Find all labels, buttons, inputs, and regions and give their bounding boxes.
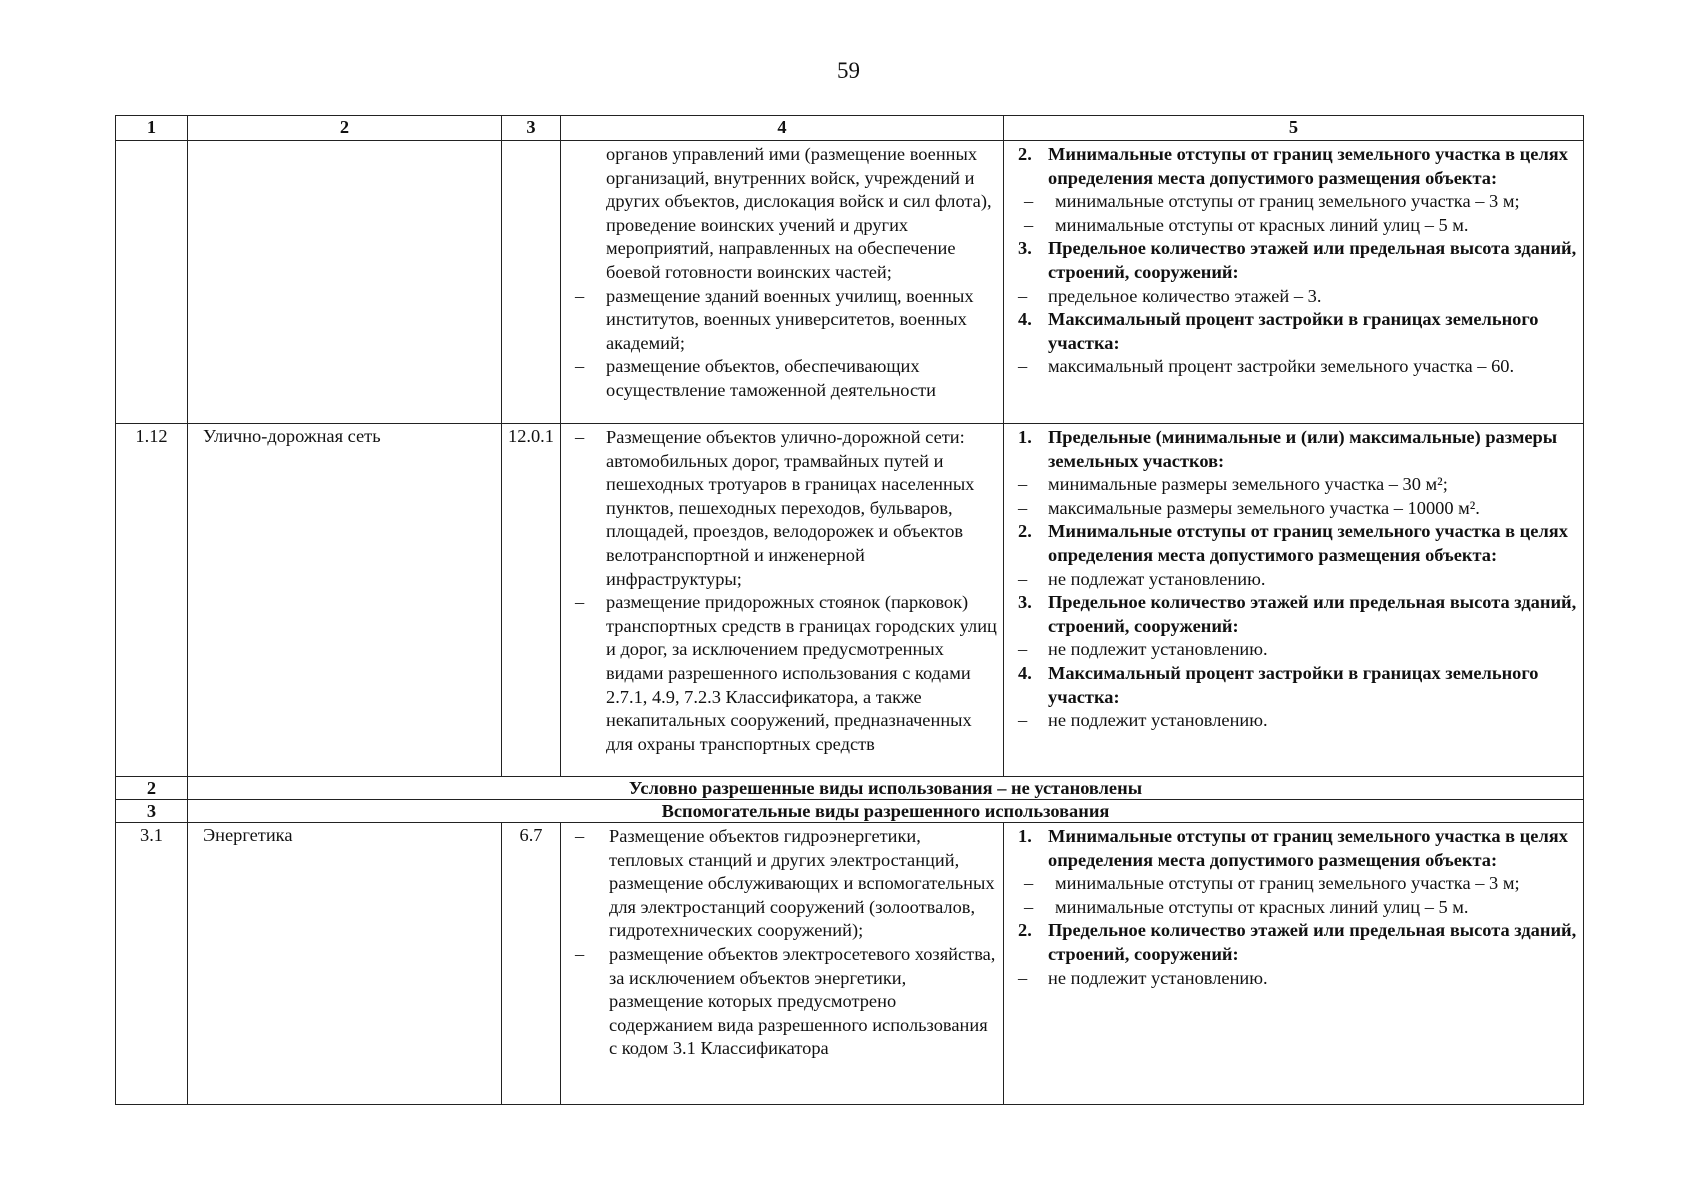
section-title: Вспомогательные виды разрешенного использования <box>188 800 1584 823</box>
parameter-value: – максимальные размеры земельного участка – 10000 м². <box>1018 497 1480 518</box>
list-item: – Размещение объектов улично-дорожной сети: автомобильных дорог, трамвайных путей и пешеходных тротуаров в границах населенных пунктов, пешеходных переходов, бульваров, площадей, проездов, велодорожек и объектов велотранспортной и инженерной инфраструктуры; <box>575 426 999 591</box>
parameter-value: – минимальные размеры земельного участка – 30 м²; <box>1018 474 1448 495</box>
use-code-cell <box>502 141 561 424</box>
list-item: – размещение объектов электросетевого хозяйства, за исключением объектов энергетики, размещение которых предусмотрено содержанием вида разрешенного использования с кодом 3.1 Классификатора <box>575 943 999 1061</box>
parameter-value: – не подлежит установлению. <box>1018 710 1268 731</box>
parameter-heading: 2. Предельное количество этажей или предельная высота зданий, строений, сооружений: <box>1018 920 1577 964</box>
parameter-heading: 4. Максимальный процент застройки в границах земельного участка: <box>1018 309 1539 353</box>
parameter-heading: 2. Минимальные отступы от границ земельного участка в целях определения места допустимого размещения объекта: <box>1018 521 1568 565</box>
parameter-value: – не подлежит установлению. <box>1018 639 1268 660</box>
description-list <box>561 424 1003 756</box>
parameter-value: – не подлежит установлению. <box>1018 967 1268 988</box>
table-header-row <box>116 116 1584 141</box>
description-list <box>561 141 1003 403</box>
description-list <box>561 823 1003 1061</box>
section-title: Условно разрешенные виды использования – не установлены <box>188 777 1584 800</box>
section-number: 3 <box>116 800 188 823</box>
use-name-cell: Энергетика <box>188 823 502 1105</box>
parameter-value: – не подлежат установлению. <box>1018 568 1266 589</box>
parameter-value: – минимальные отступы от границ земельного участка – 3 м; <box>1024 191 1520 212</box>
page-number: 59 <box>837 58 860 83</box>
parameter-value: – максимальный процент застройки земельного участка – 60. <box>1018 356 1515 377</box>
parameter-value: – минимальные отступы от красных линий улиц – 5 м. <box>1024 214 1469 235</box>
column-header: 3 <box>502 116 561 141</box>
use-code-cell: 6.7 <box>502 823 561 1105</box>
parameter-heading: 4. Максимальный процент застройки в границах земельного участка: <box>1018 662 1539 707</box>
list-item: – размещение зданий военных училищ, военных институтов, военных университетов, военных академий; <box>575 285 999 356</box>
row-number-cell: 3.1 <box>116 823 188 1105</box>
section-number: 2 <box>116 777 188 800</box>
column-header: 1 <box>116 116 188 141</box>
parameter-heading: 3. Предельное количество этажей или предельная высота зданий, строений, сооружений: <box>1018 592 1577 636</box>
row-number-cell: 1.12 <box>116 424 188 777</box>
use-name-cell <box>188 141 502 424</box>
parameter-value: – минимальные отступы от границ земельного участка – 3 м; <box>1024 873 1520 894</box>
parameters-list <box>1004 823 1583 990</box>
parameters-list <box>1004 141 1583 379</box>
description-cell <box>561 141 1004 424</box>
parameter-value: – минимальные отступы от красных линий улиц – 5 м. <box>1024 896 1469 917</box>
parameter-heading: 3. Предельное количество этажей или предельная высота зданий, строений, сооружений: <box>1018 238 1577 282</box>
table-row <box>116 424 1584 777</box>
regulations-table <box>115 115 1584 1105</box>
section-row <box>116 800 1584 823</box>
table-row <box>116 141 1584 424</box>
parameters-cell <box>1004 424 1584 777</box>
section-row <box>116 777 1584 800</box>
use-code-cell: 12.0.1 <box>502 424 561 777</box>
list-item: – размещение объектов, обеспечивающих осуществление таможенной деятельности <box>575 355 999 402</box>
column-header: 5 <box>1004 116 1584 141</box>
row-number-cell <box>116 141 188 424</box>
column-header: 4 <box>561 116 1004 141</box>
parameter-heading: 1. Предельные (минимальные и (или) максимальные) размеры земельных участков: <box>1018 427 1558 471</box>
table-row <box>116 823 1584 1105</box>
parameter-heading: 2. Минимальные отступы от границ земельного участка в целях определения места допустимого размещения объекта: <box>1018 144 1568 188</box>
list-item: – Размещение объектов гидроэнергетики, тепловых станций и других электростанций, размещение обслуживающих и вспомогательных для электростанций сооружений (золоотвалов, гидротехнических сооружений); <box>575 825 999 943</box>
description-cell <box>561 424 1004 777</box>
column-header: 2 <box>188 116 502 141</box>
list-item: – размещение придорожных стоянок (парковок) транспортных средств в границах городских улиц и дорог, за исключением предусмотренных видами разрешенного использования с кодами 2.7.1, 4.9, 7.2.3 Классификатора, а также некапитальных сооружений, предназначенных для охраны транспортных средств <box>575 591 999 756</box>
parameters-list <box>1004 424 1583 733</box>
parameters-cell <box>1004 141 1584 424</box>
list-item: органов управлений ими (размещение военных организаций, внутренних войск, учреждений и других объектов, дислокация войск и сил флота), проведение воинских учений и других мероприятий, направленных на обеспечение боевой готовности воинских частей; <box>606 144 992 282</box>
parameters-cell <box>1004 823 1584 1105</box>
parameter-value: – предельное количество этажей – 3. <box>1018 285 1322 306</box>
description-cell <box>561 823 1004 1105</box>
parameter-heading: 1. Минимальные отступы от границ земельного участка в целях определения места допустимого размещения объекта: <box>1018 826 1568 870</box>
use-name-cell: Улично-дорожная сеть <box>188 424 502 777</box>
